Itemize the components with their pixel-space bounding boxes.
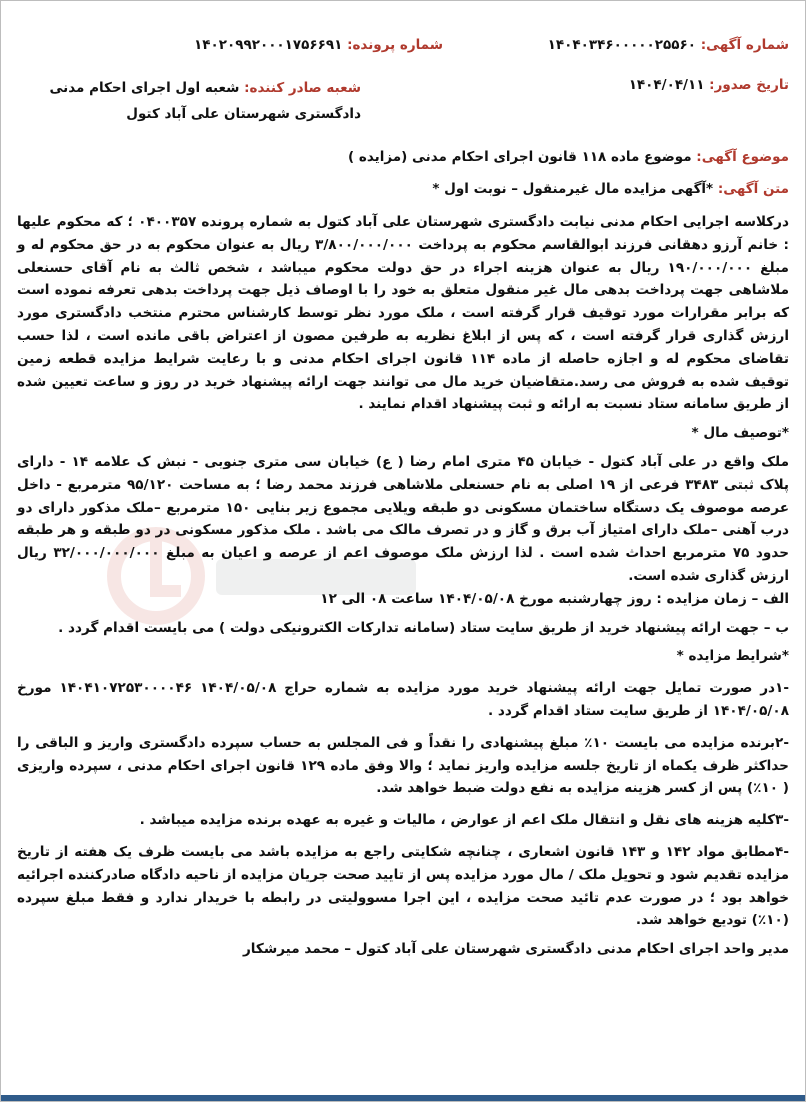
- issuer-label: شعبه صادر کننده:: [244, 80, 361, 96]
- header-row-1: [1, 37, 805, 61]
- intro-paragraph: درکلاسه اجرایی احکام مدنی نیابت دادگستری شهرستان علی آباد کتول به شماره پرونده ۰۴۰۰۳۵۷ ؛ که محکوم علیها : خانم آرزو دهقانی فرزند ابوالقاسم محکوم به پرداخت ۳/۸۰۰/۰۰۰/۰۰۰ ریال به عنوان محکوم به در حق محکوم له و مبلغ ۱۹۰/۰۰۰/۰۰۰ ریال به عنوان هزینه اجراء در حق دولت محکوم میباشد ، شخص ثالث به نام آقای حسنعلی ملاشاهی جهت پرداخت بدهی مال غیر منقول متعلق به خود را با اوصاف ذیل جهت پرداخت بدهی تعرفه نموده است که برابر مقرارات مورد توقیف قرار گرفته است ، ملک مورد نظر توسط کارشناس محترم منتخب دادگستری مورد ارزش گذاری قرار گرفته است ، که پس از ابلاغ نظریه به طرفین مصون از اعتراض باقی مانده است ، لذا حسب تقاضای محکوم له و اجازه حاصله از ماده ۱۱۴ قانون اجرای احکام مدنی و با رعایت شرایط مزایده قطعه زمین توقیف شده به فروش می رسد.متقاضیان خرید مال می توانند جهت ارائه پیشنهاد خرید در روز و ساعت تعیین شده از طریق سامانه ستاد نسبت به ارائه و ثبت پیشنهاد اقدام نمایند .: [17, 214, 789, 413]
- property-description: ملک واقع در علی آباد کتول - خیابان ۴۵ متری امام رضا ( ع) خیابان سی متری جنوبی - نبش ک علامه ۱۴ - دارای پلاک ثبتی ۳۴۸۳ فرعی از ۱۹ اصلی به نام حسنعلی ملاشاهی فرزند محمد رضا ؛ به مساحت ۹۵/۱۲۰ مترمربع - داخل عرصه موصوف یک دستگاه ساختمان مسکونی دو طبقه ویلایی مجموع زیر بنایی ۱۵۰ مترمربع –ملک مذکور دارای دو درب آهنی –ملک دارای امتیاز آب برق و گاز و در تصرف مالک می باشد . ملک مذکور مسکونی در دو طبقه و هر طبقه حدود ۷۵ مترمربع احداث شده است . لذا ارزش ملک موصوف اعم از عرصه و اعیان به مبلغ ۳۲/۰۰۰/۰۰۰/۰۰۰ ریال ارزش گذاری شده است.: [17, 453, 790, 584]
- signature: مدیر واحد اجرای احکام مدنی دادگستری شهرستان علی آباد کتول – محمد میرشکار: [242, 941, 789, 958]
- subject-line: [348, 149, 789, 165]
- case-number: [194, 37, 443, 53]
- condition-2: -۲برنده مزایده می بایست ۱۰٪ مبلغ پیشنهادی را نقداً و فی المجلس به حساب سپرده دادگستری واریز و الباقی را حداکثر ظرف یکماه از تاریخ جلسه مزایده واریز نماید ؛ والا وفق ماده ۱۲۹ قانون اجرای احکام مدنی ، سپرده واریزی ( ۱۰٪) پس از کسر هزینه مزایده به نفع دولت ضبط خواهد شد.: [17, 734, 789, 797]
- issuer: [21, 75, 361, 127]
- notice-number: [548, 37, 789, 53]
- condition-4: -۴مطابق مواد ۱۴۲ و ۱۴۳ قانون اشعاری ، چنانچه شکایتی راجع به مزایده باشد می بایست ظرف یک هفته از تاریخ مزایده تقدیم شود و تحویل ملک / مال مورد مزایده پس از تایید صحت جریان مزایده از ناحیه دادگاه صادرکننده اجرائیه خواهد بود ؛ در صورت عدم تائید صحت مزایده ، این اجرا مسوولیتی در رابطه با خریدار ندارد و فقط مبلغ سپرده (۱۰٪) تودیع خواهد شد.: [17, 843, 789, 929]
- auction-time: الف – زمان مزایده : روز چهارشنبه مورخ ۱۴۰۴/۰۵/۰۸ ساعت ۰۸ الی ۱۲: [320, 590, 789, 607]
- issue-date-label: تاریخ صدور:: [709, 77, 789, 93]
- notice-body: [17, 211, 789, 961]
- conditions-heading: *شرایط مزایده *: [676, 648, 789, 665]
- issue-date-value: ۱۴۰۴/۰۴/۱۱: [628, 77, 705, 93]
- issuer-value: شعبه اول اجرای احکام مدنی دادگستری شهرستان علی آباد کتول: [49, 80, 361, 122]
- bottom-bar: [1, 1095, 805, 1101]
- condition-1: -۱در صورت تمایل جهت ارائه پیشنهاد خرید مورد مزایده به شماره حراج ۱۴۰۴/۰۵/۰۸ ۱۴۰۴۱۰۷۲۵۳۰۰۰۰۴۶ مورخ ۱۴۰۴/۰۵/۰۸ از طریق سایت ستاد اقدام گردد .: [17, 680, 790, 719]
- auction-channel: ب – جهت ارائه پیشنهاد خرید از طریق سایت ستاد (سامانه تدارکات الکترونیکی دولت ) می بایست اقدام گردد .: [58, 619, 789, 636]
- issue-date: [629, 77, 789, 93]
- notice-text-title: [432, 181, 789, 197]
- condition-3: -۳کلیه هزینه های نقل و انتقال ملک اعم از عوارض ، مالیات و غیره به عهده برنده مزایده میباشد .: [139, 812, 789, 829]
- case-number-label: شماره پرونده:: [347, 37, 443, 53]
- notice-number-label: شماره آگهی:: [700, 37, 789, 53]
- notice-text-heading: *آگهی مزایده مال غیرمنقول – نوبت اول *: [432, 181, 714, 197]
- subject-label: موضوع آگهی:: [696, 149, 789, 165]
- notice-text-label: متن آگهی:: [717, 181, 789, 197]
- subject-value: موضوع ماده ۱۱۸ قانون اجرای احکام مدنی (مزایده ): [348, 149, 692, 165]
- property-heading: *توصیف مال *: [691, 425, 789, 442]
- notice-number-value: ۱۴۰۴۰۳۴۶۰۰۰۰۰۲۵۵۶۰: [547, 37, 696, 53]
- case-number-value: ۱۴۰۲۰۹۹۲۰۰۰۱۷۵۶۶۹۱: [194, 37, 343, 53]
